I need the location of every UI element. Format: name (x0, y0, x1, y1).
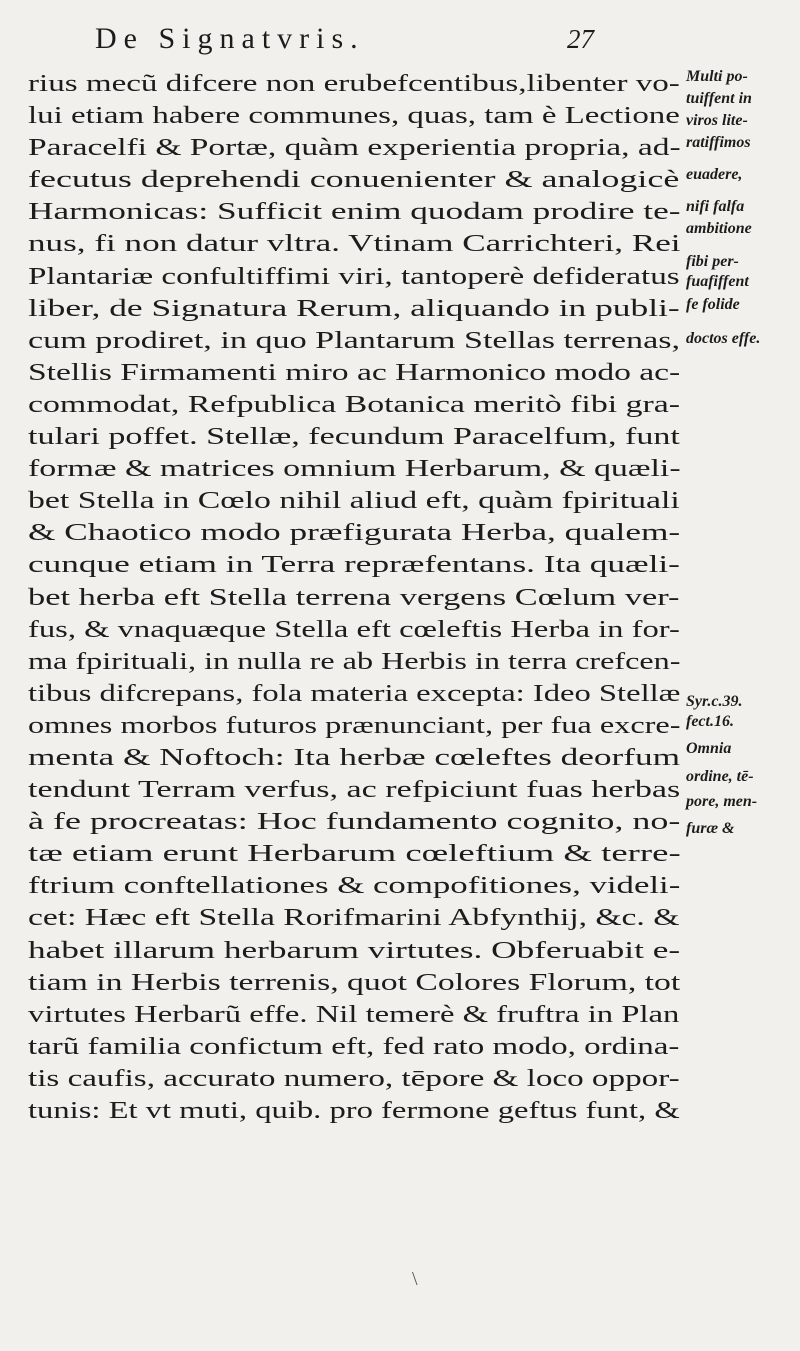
text-line: Stellis Firmamenti miro ac Harmonico modo ac- (28, 358, 681, 386)
text-line: tulari poffet. Stellæ, fecundum Paracelfum, funt (28, 423, 680, 451)
text-line: ftrium conftellationes & compofitiones, videli- (28, 872, 681, 900)
text-line: cet: Hæc eft Stella Rorifmarini Abfynthij, &c. & (28, 904, 680, 932)
text-line: tunis: Et vt muti, quib. pro fermone geftus funt, & (28, 1097, 680, 1124)
text-line: fecutus deprehendi conuenienter & analogicè (28, 166, 680, 194)
text-line: tæ etiam erunt Herbarum cœleftium & terre- (28, 840, 681, 868)
text-line: commodat, Refpublica Botanica meritò fibi gra- (28, 390, 681, 418)
margin-note: tuiffent in (686, 90, 752, 107)
text-line: lui etiam habere communes, quas, tam è Lectione (28, 102, 680, 130)
text-line: Paracelfi & Portæ, quàm experientia propria, ad- (28, 134, 681, 162)
text-line: Harmonicas: Sufficit enim quodam prodire te- (28, 198, 681, 226)
margin-note: viros lite- (686, 112, 748, 129)
text-line: tendunt Terram verfus, ac refpiciunt fuas herbas (28, 776, 681, 804)
margin-note: Omnia (686, 740, 732, 757)
margin-note: doctos effe. (686, 330, 761, 347)
text-line: rius mecũ difcere non erubefcentibus,libenter vo- (28, 70, 680, 97)
text-line: tis caufis, accurato numero, tēpore & loco oppor- (28, 1064, 680, 1092)
text-line: à fe procreatas: Hoc fundamento cognito, no- (28, 808, 681, 836)
margin-note: ratiffimos (686, 134, 751, 151)
text-line: liber, de Signatura Rerum, aliquando in publi- (28, 294, 680, 322)
text-line: cunque etiam in Terra repræfentans. Ita quæli- (28, 551, 680, 579)
margin-note: euadere, (686, 166, 743, 183)
text-line: tiam in Herbis terrenis, quot Colores Florum, tot (28, 968, 681, 996)
text-line: menta & Noftoch: Ita herbæ cœleftes deorfum (28, 743, 681, 771)
page-number: 27 (567, 24, 594, 54)
text-line: omnes morbos futuros prænunciant, per fua excre- (28, 711, 681, 739)
text-line: bet Stella in Cœlo nihil aliud eft, quàm fpirituali (28, 487, 680, 515)
text-line: bet herba eft Stella terrena vergens Cœlum ver- (28, 583, 680, 611)
text-line: ma fpirituali, in nulla re ab Herbis in terra crefcen- (28, 647, 681, 675)
text-line: nus, fi non datur vltra. Vtinam Carrichteri, Rei (28, 230, 681, 258)
stray-mark: \ (412, 1268, 418, 1290)
margin-note: fuafiffent (686, 273, 749, 290)
text-line: formæ & matrices omnium Herbarum, & quæli- (28, 455, 681, 483)
margin-note: fe folide (686, 296, 740, 313)
text-line: & Chaotico modo præfigurata Herba, qualem- (28, 519, 681, 547)
text-line: tarũ familia confictum eft, fed rato modo, ordina- (28, 1032, 680, 1060)
margin-note: nifi falfa (686, 198, 745, 215)
text-line: cum prodiret, in quo Plantarum Stellas terrenas, (28, 326, 681, 354)
margin-note: Multi po- (686, 68, 748, 85)
text-line: fus, & vnaquæque Stella eft cœleftis Herba in for- (28, 615, 680, 643)
text-line: tibus difcrepans, fola materia excepta: Ideo Stellæ (28, 679, 681, 707)
margin-note: ordine, tē- (686, 768, 754, 785)
margin-note: furæ & (686, 820, 735, 837)
text-line: habet illarum herbarum virtutes. Obferuabit e- (28, 936, 681, 964)
page-header (95, 22, 695, 68)
running-title: De Signatvris. (95, 22, 365, 55)
margin-note: fibi per- (686, 253, 739, 270)
margin-note: fect.16. (686, 713, 734, 730)
text-line: Plantariæ confultiffimi viri, tantoperè defideratus (28, 262, 680, 290)
margin-note: Syr.c.39. (686, 693, 743, 710)
margin-note: ambitione (686, 220, 752, 237)
margin-note: pore, men- (686, 793, 758, 810)
text-line: virtutes Herbarũ effe. Nil temerè & fruftra in Plan (28, 1000, 680, 1028)
body-text (28, 68, 683, 1127)
